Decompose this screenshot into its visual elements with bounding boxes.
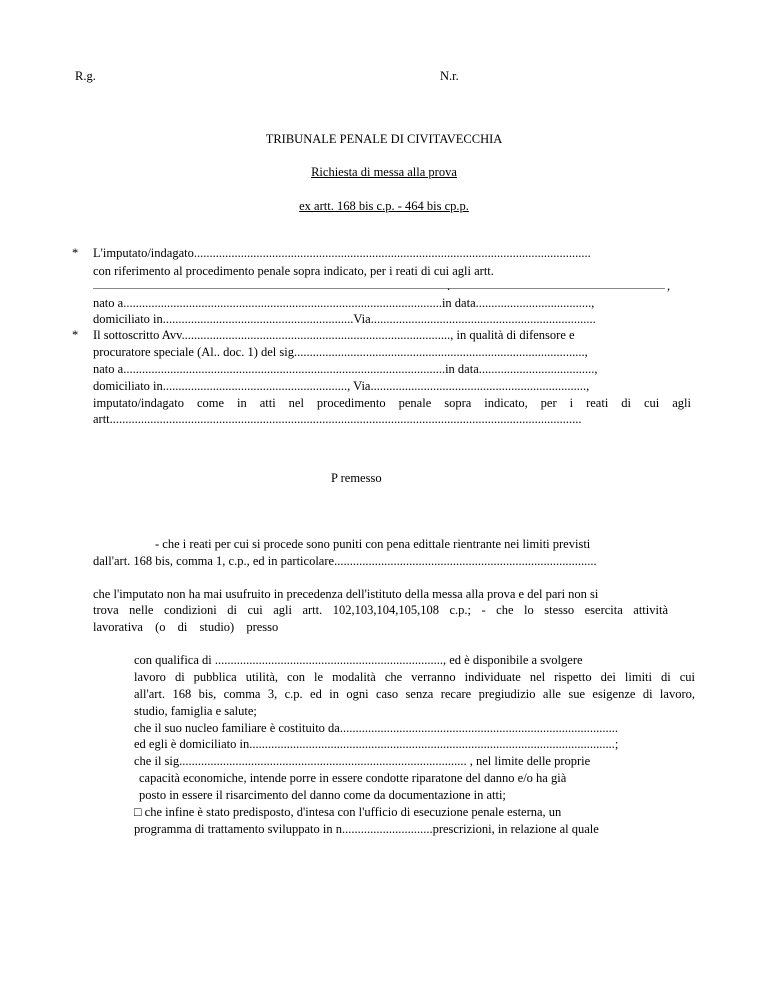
document-subject: Richiesta di messa alla prova [311, 165, 457, 179]
premesso-p1-line2: dall'art. 168 bis, comma 1, c.p., ed in particolare.................................................................................... [93, 554, 597, 568]
premesso-p2-line1: che l'imputato non ha mai usufruito in precedenza dell'istituto della messa alla prova e del pari non si [93, 587, 599, 601]
premesso-p1-line1: - che i reati per cui si procede sono puniti con pena edittale rientrante nei limiti previsti [155, 537, 591, 551]
rg-label: R.g. [75, 69, 96, 83]
premesso-heading: P remesso [331, 471, 382, 485]
programma-intro-line: □ che infine è stato predisposto, d'intesa con l'ufficio di esecuzione penale esterna, un [134, 805, 562, 819]
court-title: TRIBUNALE PENALE DI CIVITAVECCHIA [265, 132, 503, 146]
bullet-avvocato: * [72, 328, 79, 342]
premesso-p3-line3: all'art. 168 bis, comma 3, c.p. ed in ogni caso senza recare pregiudizio alle sue esigenze di lavoro, [134, 687, 695, 701]
nato-line-2: nato a.......................................................................................................in data....................................., [93, 362, 598, 376]
legal-reference: ex artt. 168 bis c.p. - 464 bis cp.p. [299, 199, 469, 213]
bullet-imputato: * [72, 246, 79, 260]
artt-rule-dot: . [447, 279, 451, 293]
nr-label: N.r. [440, 69, 459, 83]
programma-line: programma di trattamento sviluppato in n.............................prescrizioni, in relazione al quale [134, 822, 599, 836]
imputato-line: L'imputato/indagato............................................................................................................................... [93, 246, 591, 260]
premesso-p3-line4: studio, famiglia e salute; [134, 704, 257, 718]
premesso-p2-line2: trova nelle condizioni di cui agli artt. 102,103,104,105,108 c.p.; - che lo stesso esercita attività [93, 603, 668, 617]
avvocato-line: Il sottoscritto Avv......................................................................................, in qualità di difensore e [93, 328, 575, 342]
risarcimento-line: posto in essere il risarcimento del danno come da documentazione in atti; [139, 788, 506, 802]
domiciliato-line-2: domiciliato in..........................................................., Via....................................................................., [93, 379, 590, 393]
artt-rule-comma: , [667, 279, 671, 293]
domiciliato-line-1: domiciliato in.............................................................Via........................................................................ [93, 312, 596, 326]
premesso-p2-line3: lavorativa (o di studio) presso [93, 620, 279, 634]
premesso-p3-line2: lavoro di pubblica utilità, con le modalità che verranno individuate nel rispetto dei limiti di cui [134, 670, 695, 684]
nucleo-familiare-line: che il suo nucleo familiare è costituito da......................................................................................... [134, 721, 618, 735]
artt-rule [93, 288, 665, 289]
nato-line-1: nato a......................................................................................................in data....................................., [93, 296, 595, 310]
domicilio-line: ed egli è domiciliato in.....................................................................................................................; [134, 737, 619, 751]
premesso-p3-line1: con qualifica di ........................................................................., ed è disponibile a svolgere [134, 653, 583, 667]
procedimento-line: con riferimento al procedimento penale sopra indicato, per i reati di cui agli artt. [93, 264, 494, 278]
imputato-atti-line: imputato/indagato come in atti nel procedimento penale sopra indicato, per i reati di cui agli [93, 396, 691, 410]
capacita-line: capacità economiche, intende porre in essere condotte riparatone del danno e/o ha già [139, 771, 567, 785]
artt-line: artt....................................................................................................................................................... [93, 412, 582, 426]
sig-line: che il sig............................................................................................ , nel limite delle proprie [134, 754, 591, 768]
procuratore-line: procuratore speciale (Al.. doc. 1) del sig............................................................................................., [93, 345, 588, 359]
